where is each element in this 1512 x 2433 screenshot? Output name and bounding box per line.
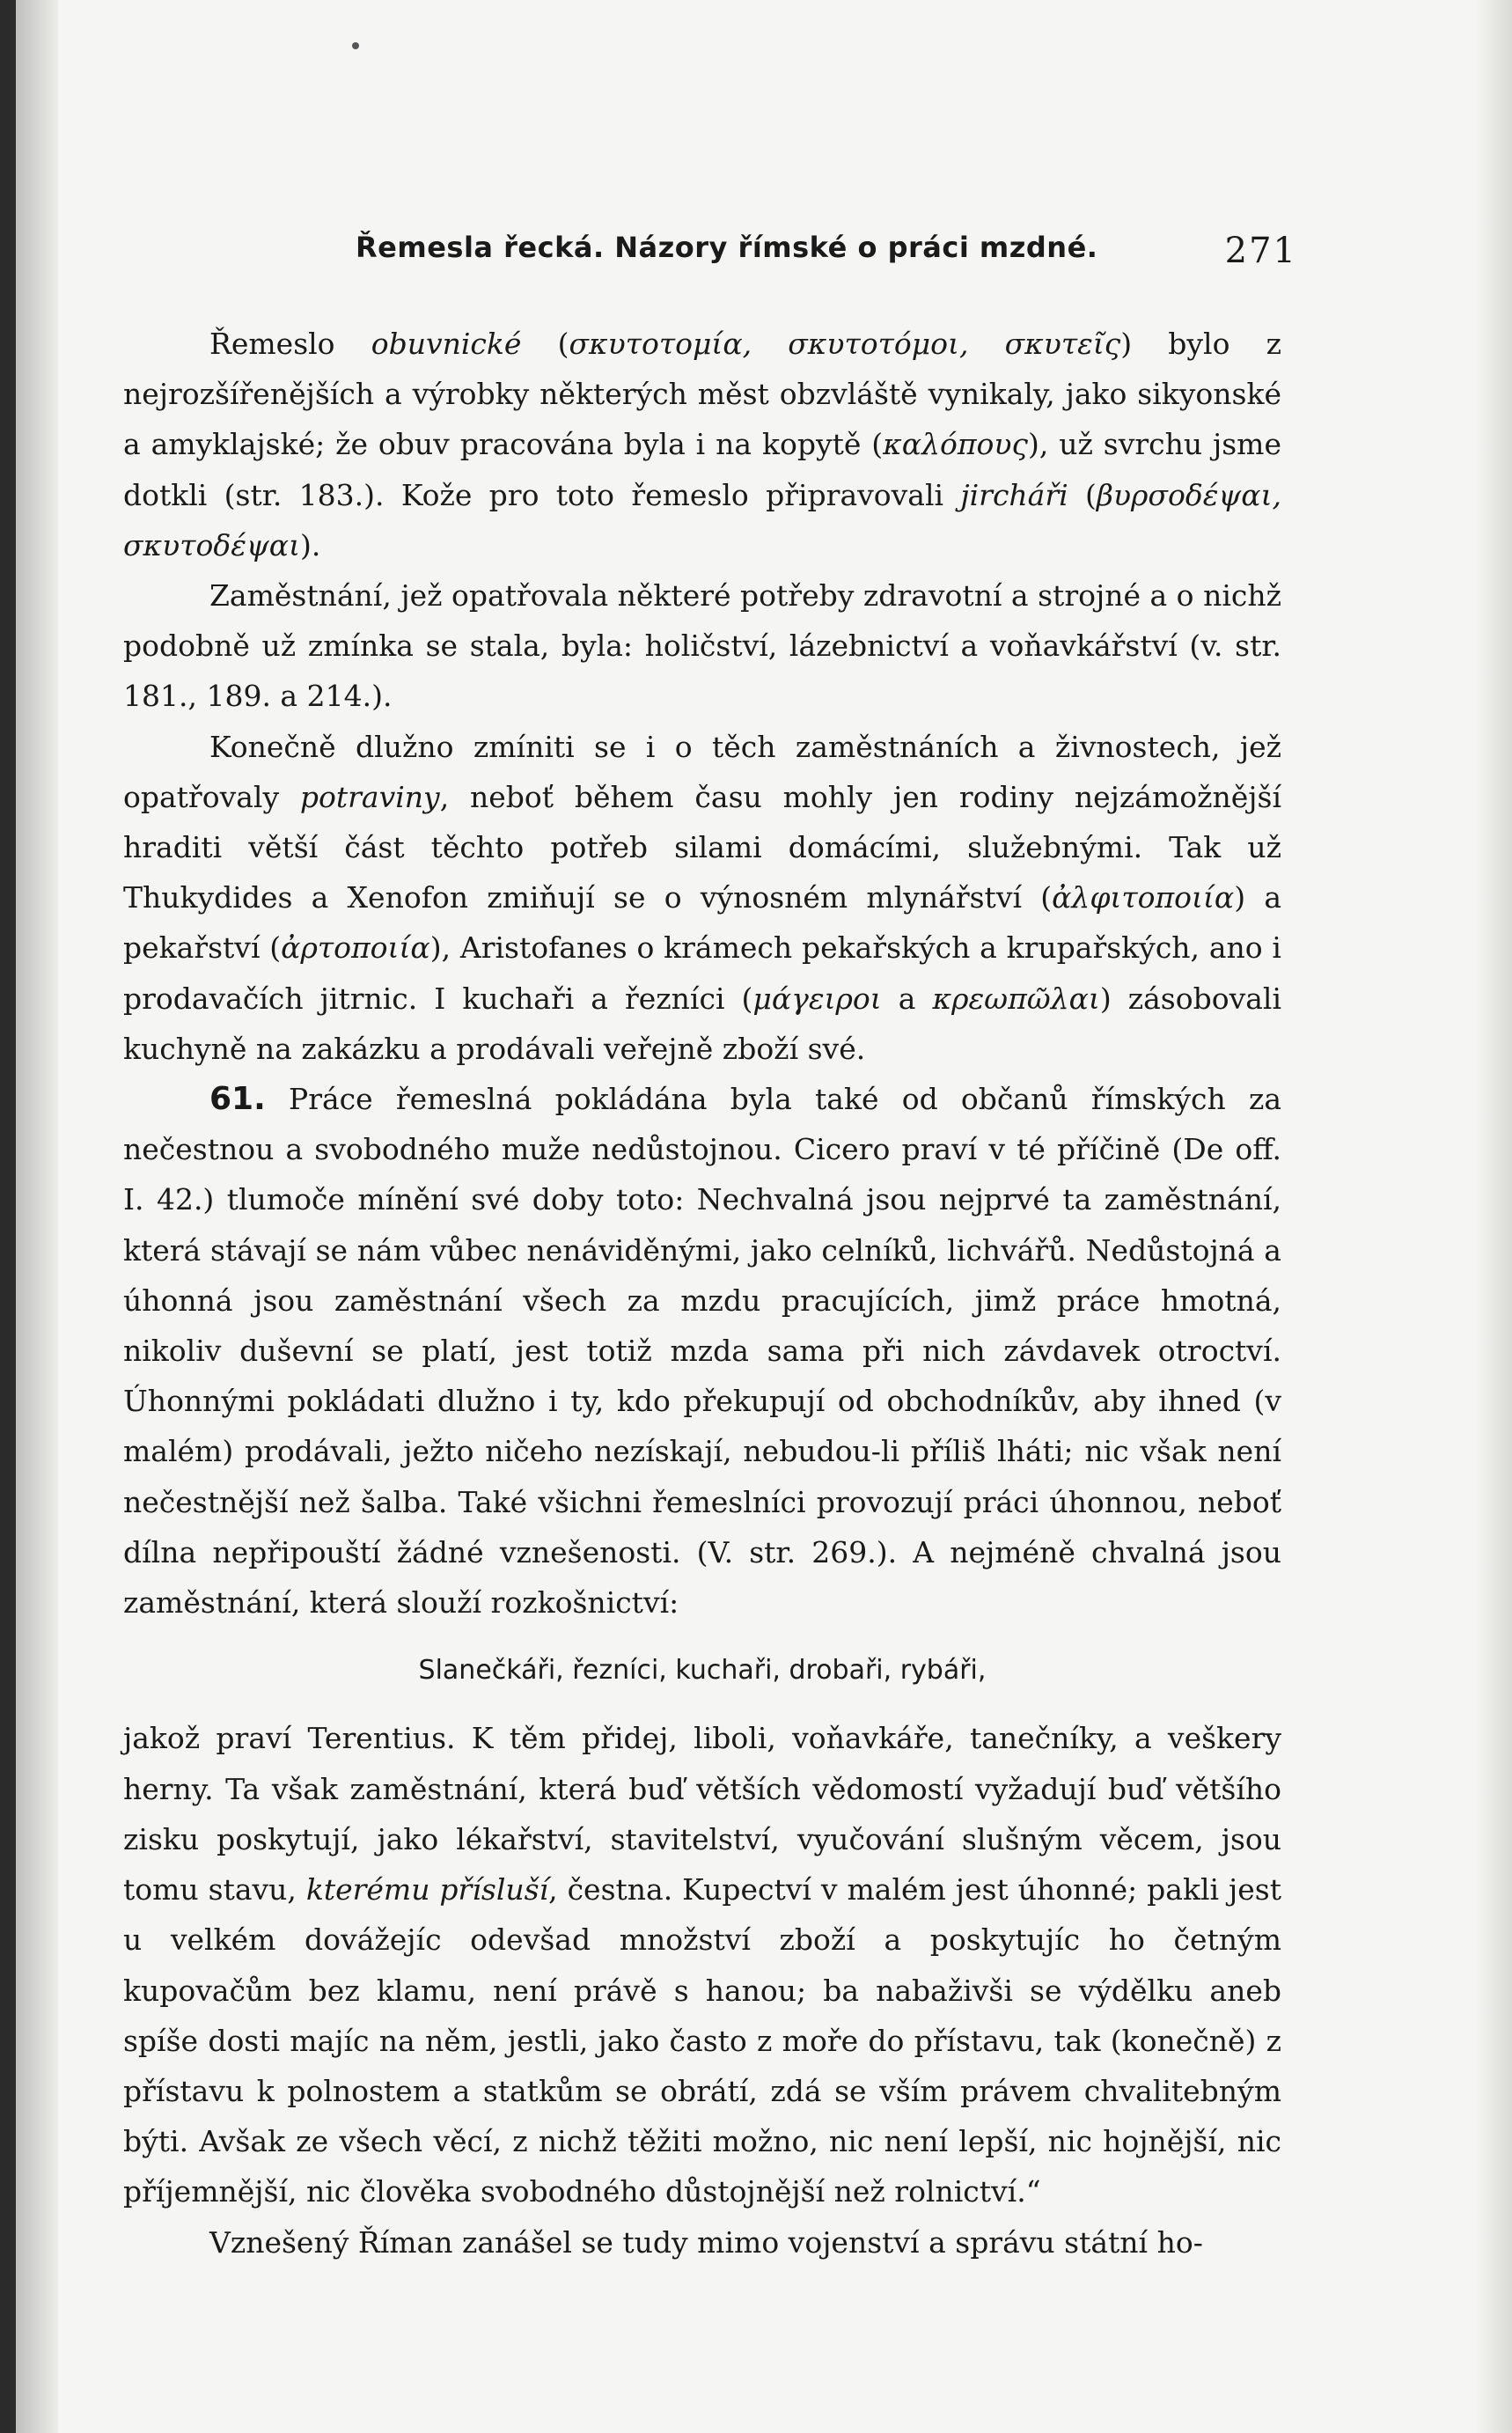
text-run: ). [300, 527, 321, 562]
text-run: , neboť během času mohly jen rodiny nejzámožnější hraditi větší část těchto potřeb silami domácími, služebnými. Tak už Thukydides a Xenofon zmiňují se o výnosném mlynářství ( [123, 779, 1281, 915]
italic-run: jircháři [960, 477, 1068, 512]
body-text [123, 319, 1281, 2268]
text-run: ( [1068, 477, 1097, 512]
text-run: Řemeslo [209, 327, 371, 361]
italic-run: ἀλφιτοποιία [1052, 880, 1235, 915]
paragraph [123, 570, 1281, 722]
text-run: jakož praví Terentius. K těm přidej, liboli, voňavkáře, tanečníky, a veškery herny. Ta však zaměstnání, která buď větších vědomostí vyžadují buď většího zisku poskytují, jako lékařství, stavitelství, vyučování slušným věcem, jsou tomu stavu, [123, 1721, 1281, 1907]
ink-speck [352, 42, 359, 49]
verse-quote [123, 1645, 1281, 1695]
italic-run: κρεωπῶλαι [932, 981, 1100, 1016]
text-run: Vznešený Říman zanášel se tudy mimo vojenství a správu státní ho- [209, 2224, 1203, 2260]
italic-run: ἀρτοποιία [281, 930, 430, 966]
section-number: 61. [209, 1081, 266, 1118]
text-run: Zaměstnání, jež opatřovala některé potřeby zdravotní a strojné a o nichž podobně už zmínka se stala, byla: holičství, lázebnictví a voňavkářství (v. str. 181., 189. a 214.). [123, 578, 1281, 714]
text-run: Konečně dlužno zmíniti se i o těch zaměstnáních a živnostech, jež opatřovaly [123, 729, 1281, 814]
text-run: a [881, 981, 933, 1016]
text-run: ), už svrchu jsme dotkli (str. 183.). Kože pro toto řemeslo připravovali [123, 427, 1281, 512]
text-run: ( [521, 327, 569, 361]
paragraph [123, 722, 1281, 1074]
page-number: 271 [1224, 231, 1297, 271]
paragraph [123, 319, 1281, 570]
text-run: ), Aristofanes o krámech pekařských a krupařských, ano i prodavačích jitrnic. I kuchaři a řezníci ( [123, 930, 1281, 1016]
text-run: ) zásobovali kuchyně na zakázku a prodávali veřejně zboží své. [123, 981, 1282, 1066]
text-run: , čestna. Kupectví v malém jest úhonné; pakli jest u velkém dovážejíc odevšad množství zboží a poskytujíc ho četným kupovačům bez klamu, není právě s hanou; ba nabaživši se výdělku aneb spíše dosti majíc na něm, jestli, jako často z moře do přístavu, tak (konečně) z přístavu k polnostem a statkům se obrátí, zdá se vším právem chvalitebným býti. Avšak ze všech věcí, z nichž těžiti možno, nic není lepší, nic hojnější, nic příjemnější, nic člověka svobodného důstojnější než rolnictví.“ [123, 1872, 1281, 2209]
italic-run: kterému přísluší [305, 1872, 549, 1907]
italic-run: σκυτοτομία, σκυτοτόμοι, σκυτεῖς [569, 327, 1121, 361]
text-run: Práce řemeslná pokládána byla také od občanů římských za nečestnou a svobodného muže nedůstojnou. Cicero praví v té příčině (De off. I. 42.) tlumoče mínění své doby toto: Nechvalná jsou nejprvé ta zaměstnání, která stávají se nám vůbec nenáviděnými, jako celníků, lichvářů. Nedůstojná a úhonná jsou zaměstnání všech za mzdu pracujících, jimž práce hmotná, nikoliv duševní se platí, jest totiž mzda sama při nich závdavek otroctví. Úhonnými pokládati dlužno i ty, kdo překupují od obchodníkův, aby ihned (v malém) prodávali, ježto ničeho nezískají, nebudou-li příliš lháti; nic však není nečestnější než šalba. Také všichni řemeslníci provozují práci úhonnou, neboť dílna nepřipouští žádné vznešenosti. (V. str. 269.). A nejméně chvalná jsou zaměstnání, která slouží rozkošnictví: [123, 1082, 1281, 1621]
italic-run: καλόπους [883, 427, 1028, 462]
text-run: ) a pekařství ( [123, 880, 1281, 966]
paragraph [123, 1713, 1281, 2216]
running-header [356, 231, 1297, 280]
italic-run: obuvnické [371, 327, 522, 361]
binding-shadow [0, 0, 16, 2433]
paragraph-section-61 [123, 1074, 1281, 1628]
header-title: Řemesla řecká. Názory římské o práci mzdné. [356, 231, 1098, 264]
italic-run: μάγειροι [752, 981, 882, 1016]
italic-run: βυρσοδέψαι, σκυτοδέψαι [123, 477, 1281, 562]
paragraph [123, 2217, 1281, 2268]
page-gutter [16, 0, 58, 2433]
italic-run: potraviny [299, 779, 440, 814]
text-run: Slanečkáři, řezníci, kuchaři, drobaři, rybáři, [418, 1655, 987, 1687]
text-run: ) bylo z nejrozšířenějších a výrobky některých měst obzvláště vynikaly, jako sikyonské a amyklajské; že obuv pracována byla i na kopytě ( [123, 327, 1282, 462]
page-edge [1475, 0, 1512, 2433]
